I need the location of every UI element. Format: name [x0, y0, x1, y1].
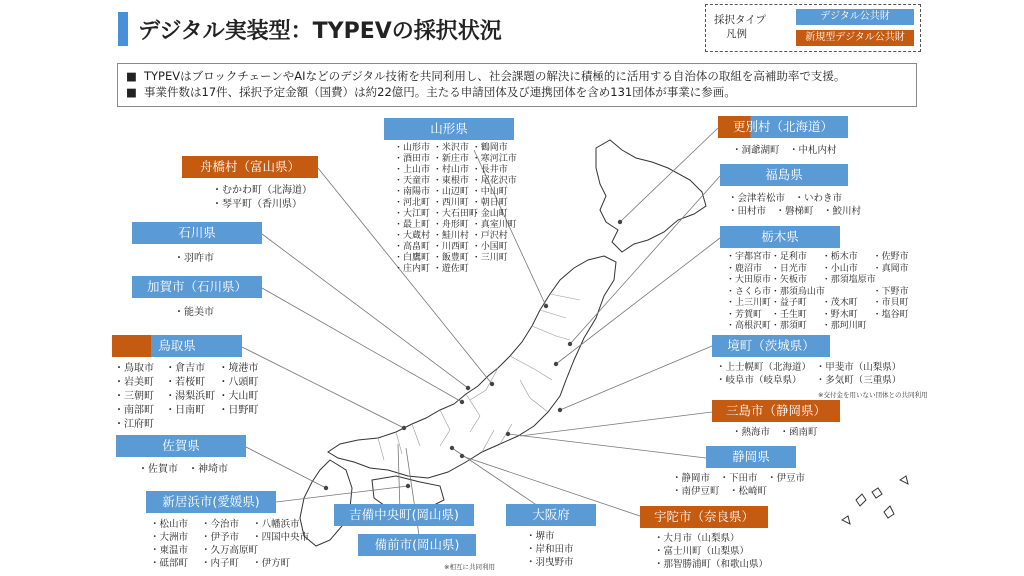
list-item: ・江府町 — [114, 419, 154, 430]
yamagata-col-3 — [472, 143, 520, 264]
list-item: ・山辺町 — [432, 187, 469, 197]
list-item: ・小山市 — [821, 263, 858, 274]
marker-shizuoka — [506, 432, 510, 436]
tochigi-list — [726, 252, 911, 333]
list-item: ・若桜町 — [165, 377, 206, 388]
tochigi-col-3 — [821, 252, 876, 333]
list-item: ・米沢市 — [432, 143, 469, 153]
list-item: ・大江町 — [394, 209, 431, 219]
honshu-outline — [328, 256, 616, 478]
marker-osaka — [450, 446, 454, 450]
list-item: ・静岡市 ・下田市 ・伊豆市 — [672, 473, 806, 484]
legend-chip-digital: デジタル公共財 — [796, 9, 914, 25]
list-item: ・久万高原町 — [201, 545, 259, 556]
list-item: ・松山市 — [150, 519, 189, 530]
region-osaka: 大阪府 — [506, 504, 596, 526]
region-bizen: 備前市(岡山県) — [358, 534, 476, 556]
list-item: ・益子町 — [770, 298, 807, 308]
list-item: ・芳賀町 — [726, 309, 763, 320]
list-item: ・羽曳野市 — [526, 557, 574, 568]
list-item: ・酒田市 — [394, 154, 431, 164]
list-item: ・西川町 — [432, 198, 469, 208]
list-item: ・金山町 — [471, 209, 508, 219]
yamagata-col-2 — [432, 143, 478, 275]
list-item: ・那須烏山市 — [770, 286, 825, 297]
list-item: ・むかわ町（北海道） — [212, 185, 312, 196]
list-item: ・南部町 — [114, 405, 154, 416]
connector-tottori — [240, 346, 404, 428]
summary-text-2: 事業件数は17件、採択予定金額（国費）は約22億円。主たる申請団体及び連携団体を含め131団体が事業に参画。 — [144, 85, 736, 99]
tottori-col-3 — [218, 362, 264, 418]
okinawa-islands — [842, 476, 908, 524]
tochigi-col-2 — [770, 252, 825, 333]
list-item: ・倉吉市 — [165, 363, 206, 374]
uda-list — [654, 532, 768, 571]
sakai-note: ※交付金を用いない団体との共同利用 — [818, 391, 928, 399]
ishikawa-list — [174, 252, 214, 266]
bizen-note: ※相互に共同利用 — [444, 563, 495, 571]
list-item: ・鳥取市 — [114, 363, 154, 374]
list-item: ・尾花沢市 — [471, 176, 517, 186]
niihama-col-3 — [252, 518, 312, 570]
list-item: ・湯梨浜町 — [165, 391, 216, 402]
list-item: ・那珂川町 — [821, 321, 867, 331]
list-item: ・堺市 — [526, 531, 555, 542]
list-item: ・長井市 — [471, 165, 508, 175]
title-accent-bar — [118, 12, 128, 46]
list-item: ・小国町 — [471, 242, 508, 252]
list-item: ・新庄市 — [432, 154, 469, 164]
list-item: ・伊予市 — [201, 532, 240, 543]
list-item: ・富士川町（山梨県） — [654, 546, 750, 557]
list-item: ・最上町 — [394, 220, 431, 230]
tottori-col-2 — [165, 362, 215, 418]
region-niihama: 新居浜市(愛媛県) — [146, 491, 276, 513]
connector-niihama — [276, 486, 408, 502]
list-item: ・真岡市 — [872, 263, 909, 274]
list-item: ・南陽市 — [394, 187, 431, 197]
tottori-list — [114, 362, 264, 432]
region-tottori: 鳥取県 — [112, 335, 242, 357]
list-item: ・熱海市 ・函南町 — [732, 427, 818, 438]
list-item: ・川西町 — [432, 242, 469, 252]
region-yamagata: 山形県 — [384, 118, 514, 140]
list-item — [873, 275, 911, 287]
hokkaido-outline — [596, 140, 706, 252]
fukushima-list — [728, 192, 861, 218]
list-item: ・高根沢町 — [726, 321, 772, 331]
marker-ishikawa — [466, 386, 470, 390]
list-item: ・鹿沼市 — [726, 263, 763, 274]
list-item: ・中山町 — [471, 187, 508, 197]
list-item: ・上山市 — [394, 165, 431, 175]
list-item: ・那智勝浦町（和歌山県） — [654, 559, 769, 570]
yamagata-col-1 — [394, 143, 430, 275]
list-item: ・河北町 — [394, 198, 431, 208]
marker-tottori — [402, 426, 406, 430]
list-item: ・鮭川村 — [432, 231, 469, 241]
list-item — [873, 321, 911, 333]
list-item: ・伊方町 — [252, 558, 291, 569]
list-item — [252, 544, 312, 557]
region-mishima: 三島市（静岡県） — [712, 400, 840, 422]
summary-box — [117, 63, 917, 107]
list-item: ・遊佐町 — [432, 264, 469, 274]
list-item: ・大田原市 — [726, 275, 772, 285]
list-item: ・羽咋市 — [174, 253, 214, 264]
marker-sakai — [558, 408, 562, 412]
list-item: ・大月市（山梨県） — [654, 533, 740, 544]
list-item: ・村山市 — [432, 165, 469, 175]
list-item: ・戸沢村 — [471, 231, 508, 241]
list-item: ・上三川町 — [726, 298, 772, 308]
list-item: ・矢板市 — [770, 275, 807, 285]
saga-list — [138, 463, 228, 477]
list-item: ・大石田町 — [432, 209, 478, 219]
region-fukushima: 福島県 — [720, 164, 848, 186]
niihama-col-1 — [150, 518, 198, 570]
legend-label — [714, 13, 766, 41]
list-item: ・茂木町 — [821, 298, 858, 308]
list-item: ・田村市 ・磐梯町 ・鮫川村 — [728, 206, 862, 217]
legend-label-type: 採択タイプ — [714, 14, 766, 26]
list-item: ・洞爺湖町 ・中札内村 — [732, 145, 837, 156]
osaka-list — [526, 530, 574, 569]
marker-fukushima — [568, 342, 572, 346]
list-item: ・壬生町 — [770, 309, 807, 320]
tochigi-col-4 — [873, 252, 911, 333]
list-item: ・佐野市 — [872, 252, 909, 262]
list-item: ・岩美町 — [114, 377, 154, 388]
region-kibichuo: 吉備中央町(岡山県) — [334, 504, 474, 526]
region-tochigi: 栃木県 — [720, 226, 840, 248]
region-shizuoka: 静岡県 — [706, 446, 796, 468]
region-ishikawa: 石川県 — [132, 222, 262, 244]
list-item: ・白鷹町 — [394, 253, 431, 263]
connector-sakai — [560, 346, 712, 410]
connector-shizuoka — [508, 434, 706, 458]
list-item: ・天童市 — [394, 176, 431, 186]
sakai-list — [716, 361, 901, 387]
list-item: ・大洲市 — [150, 532, 189, 543]
connector-tochigi — [556, 238, 720, 364]
list-item: ・高畠町 — [394, 242, 431, 252]
marker-sarabetsu — [618, 220, 622, 224]
tochigi-col-1 — [726, 252, 772, 333]
marker-kaga — [460, 400, 464, 404]
list-item: ・境港市 — [218, 363, 259, 374]
list-item: ・琴平町（香川県） — [212, 199, 302, 210]
kaga-list — [174, 306, 214, 320]
summary-text-1: TYPEVはブロックチェーンやAIなどのデジタル技術を共同利用し、社会課題の解決に積極的に活用する自治体の取組を高補助率で支援。 — [144, 69, 846, 83]
list-item: ・東根市 — [432, 176, 469, 186]
connector-mishima — [520, 412, 712, 436]
region-sarabetsu: 更別村（北海道） — [718, 116, 848, 138]
list-item: ・南伊豆町 ・松崎町 — [672, 486, 768, 497]
bullet-icon: ■ — [126, 69, 137, 83]
list-item: ・三朝町 — [114, 391, 154, 402]
list-item: ・日南町 — [165, 405, 206, 416]
list-item: ・野木町 — [821, 309, 858, 320]
connector-fukushima — [570, 176, 720, 344]
list-item: ・塩谷町 — [872, 309, 909, 320]
legend-chip-new: 新規型デジタル公共財 — [796, 30, 914, 46]
list-item: ・今治市 — [201, 519, 240, 530]
list-item: ・岸和田市 — [526, 544, 574, 555]
marker-tochigi — [554, 362, 558, 366]
list-item: ・舟形町 — [432, 220, 469, 230]
list-item: ・下野市 — [872, 286, 909, 297]
list-item: ・宇都宮市 — [726, 252, 772, 262]
list-item: ・市貝町 — [872, 298, 909, 308]
list-item: ・大山町 — [218, 391, 259, 402]
niihama-list — [150, 518, 312, 570]
marker-saga — [324, 486, 328, 490]
marker-uda — [460, 454, 464, 458]
region-saga: 佐賀県 — [116, 435, 246, 457]
list-item: ・庄内町 — [394, 264, 431, 274]
marker-funabashi — [490, 382, 494, 386]
connector-kibichuo — [398, 444, 400, 512]
funabashi-list — [212, 184, 312, 212]
region-uda: 宇陀市（奈良県） — [640, 506, 768, 528]
legend-label-key: 凡例 — [726, 28, 747, 40]
list-item: ・さくら市 — [726, 286, 772, 297]
list-item: ・寒河江市 — [471, 154, 517, 164]
list-item: ・四国中央市 — [252, 532, 310, 543]
list-item: ・山形市 — [394, 143, 431, 153]
bullet-icon: ■ — [126, 85, 137, 99]
list-item: ・飯豊町 — [432, 253, 469, 263]
marker-niihama — [406, 484, 410, 488]
list-item: ・朝日町 — [471, 198, 508, 208]
summary-line-2 — [126, 84, 916, 100]
yamagata-list — [394, 143, 520, 275]
region-funabashi: 舟橋村（富山県） — [182, 156, 318, 178]
list-item — [822, 287, 870, 299]
list-item: ・会津若松市 ・いわき市 — [728, 193, 843, 204]
list-item: ・八頭町 — [218, 377, 259, 388]
tottori-col-1 — [114, 362, 162, 432]
legend — [705, 4, 921, 52]
list-item: ・足利市 — [770, 252, 807, 262]
list-item: ・那須塩原市 — [821, 275, 876, 285]
connector-bizen — [406, 448, 420, 542]
list-item: ・鶴岡市 — [471, 143, 508, 153]
connector-saga — [244, 446, 326, 488]
region-sakai: 境町（茨城県） — [712, 335, 830, 357]
page-title: デジタル実装型：TYPEVの採択状況 — [138, 19, 502, 44]
list-item: ・大蔵村 — [394, 231, 431, 241]
prefecture-lines — [378, 294, 580, 460]
list-item: ・三川町 — [471, 253, 508, 263]
list-item: ・日野町 — [218, 405, 259, 416]
list-item: ・能美市 — [174, 307, 214, 318]
summary-line-1 — [126, 68, 916, 84]
marker-yamagata — [544, 304, 548, 308]
sarabetsu-list — [732, 144, 837, 157]
connector-kaga — [262, 288, 462, 402]
list-item: ・日光市 — [770, 263, 807, 274]
region-kaga: 加賀市（石川県） — [132, 276, 262, 298]
list-item: ・那須町 — [770, 321, 807, 331]
niihama-col-2 — [201, 518, 259, 570]
mishima-list — [732, 426, 818, 439]
shizuoka-list — [672, 472, 805, 498]
list-item: ・内子町 — [201, 558, 240, 569]
list-item: ・岐阜市（岐阜県） ・多気町（三重県） — [716, 375, 902, 386]
list-item: ・砥部町 — [150, 558, 189, 569]
list-item: ・真室川町 — [471, 220, 517, 230]
list-item: ・栃木市 — [821, 252, 858, 262]
list-item: ・八幡浜市 — [252, 519, 300, 530]
list-item: ・東温市 — [150, 545, 189, 556]
list-item: ・佐賀市 ・神埼市 — [138, 464, 228, 475]
list-item: ・上士幌町（北海道） ・甲斐市（山梨県） — [716, 362, 902, 373]
